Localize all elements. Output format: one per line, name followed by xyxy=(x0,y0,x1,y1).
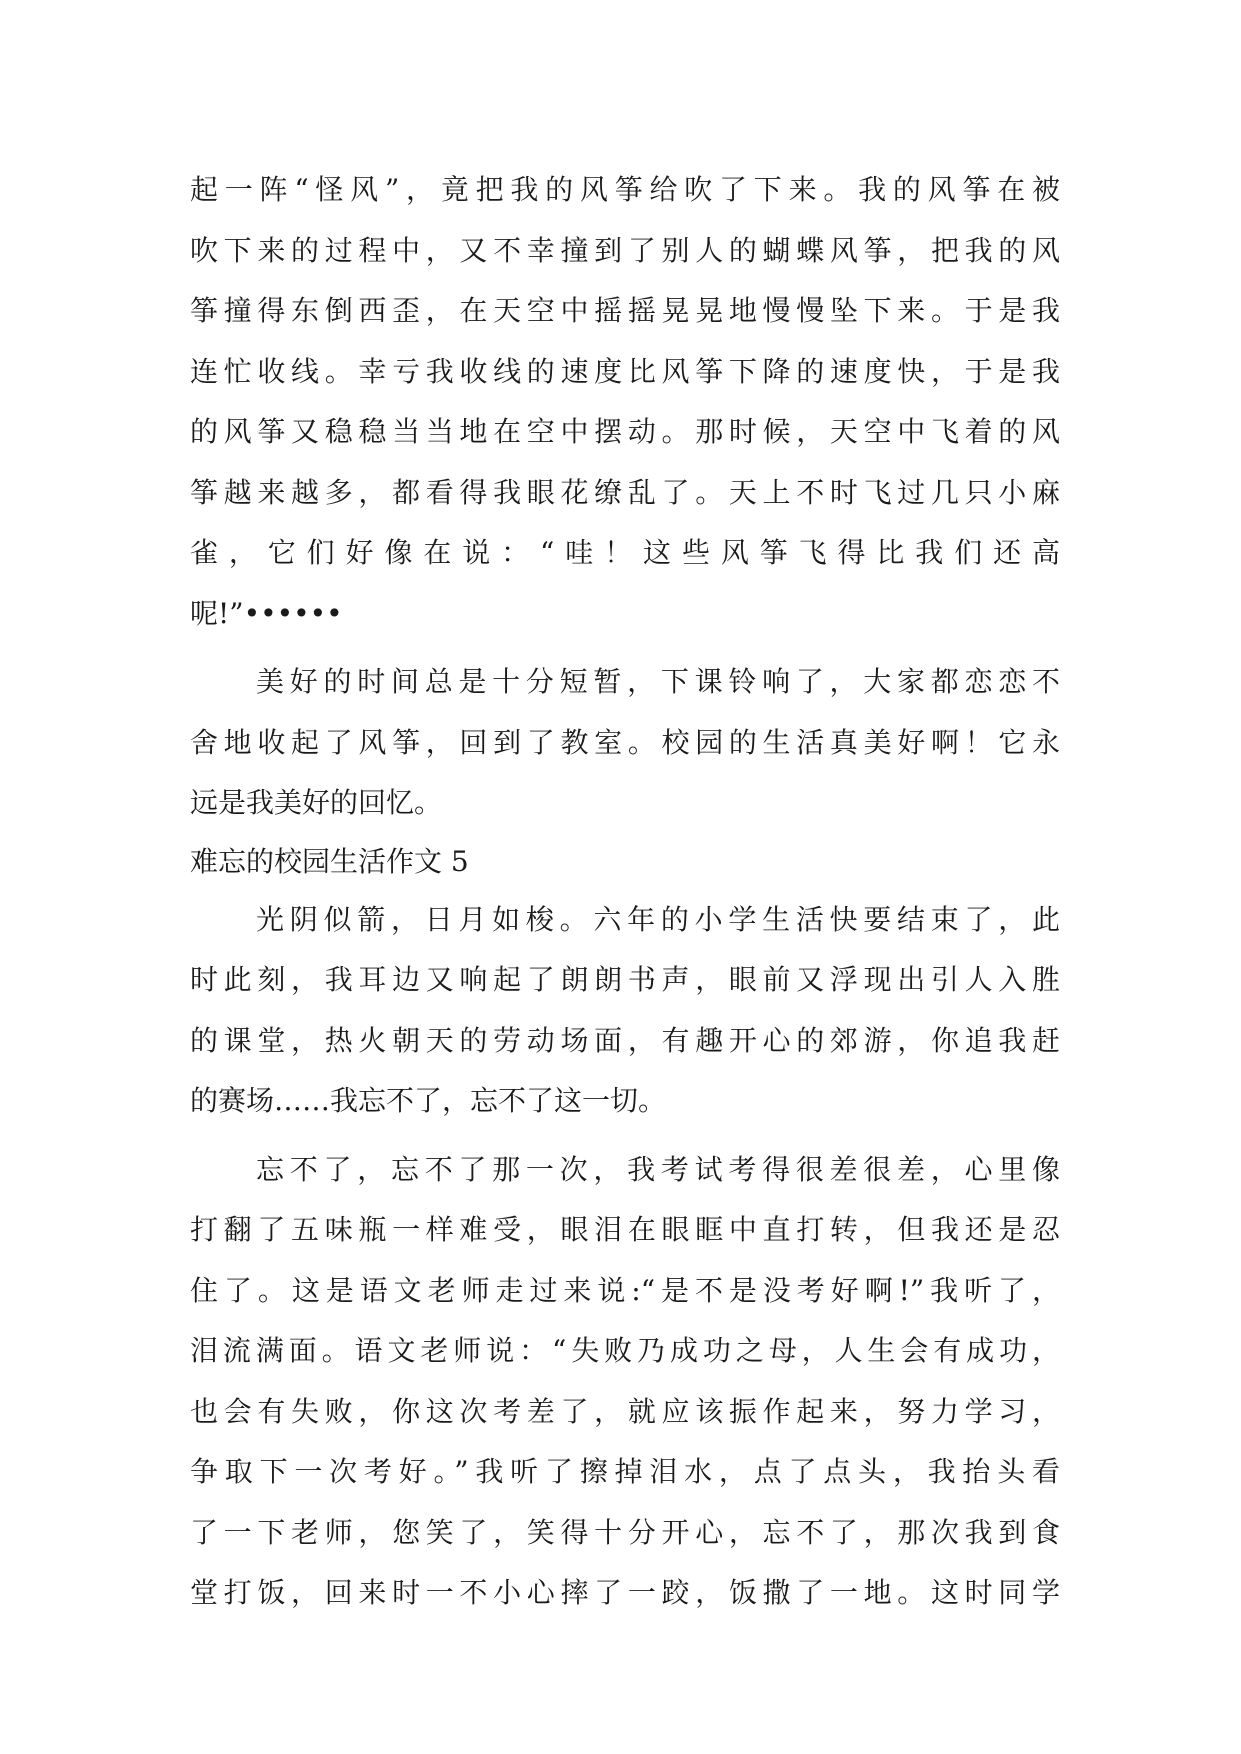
text-line: 筝越来越多，都看得我眼花缭乱了。天上不时飞过几只小麻 xyxy=(190,475,1060,509)
essay-heading: 难忘的校园生活作文 5 xyxy=(190,844,469,878)
text-line: 连忙收线。幸亏我收线的速度比风筝下降的速度快，于是我 xyxy=(190,354,1060,388)
text-line: 光阴似箭，日月如梭。六年的小学生活快要结束了，此 xyxy=(256,902,1060,936)
text-line: 舍地收起了风筝，回到了教室。校园的生活真美好啊！它永 xyxy=(190,725,1060,759)
text-line: 起一阵“怪风”，竟把我的风筝给吹了下来。我的风筝在被 xyxy=(190,173,1060,206)
text-line: 了一下老师，您笑了，笑得十分开心，忘不了，那次我到食 xyxy=(190,1515,1060,1549)
document-body xyxy=(190,160,1060,1624)
text-line: 的课堂，热火朝天的劳动场面，有趣开心的郊游，你追我赶 xyxy=(190,1023,1060,1057)
text-line: 泪流满面。语文老师说：“失败乃成功之母，人生会有成功， xyxy=(190,1334,1060,1367)
text-line: 远是我美好的回忆。 xyxy=(190,786,443,819)
text-line: 的风筝又稳稳当当地在空中摆动。那时候，天空中飞着的风 xyxy=(190,415,1060,448)
text-line: 的赛场……我忘不了，忘不了这一切。 xyxy=(190,1084,667,1117)
text-line: 美好的时间总是十分短暂，下课铃响了，大家都恋恋不 xyxy=(256,665,1060,698)
paragraph-spacer xyxy=(190,644,1060,652)
paragraph-spacer xyxy=(190,1132,1060,1140)
text-line: 雀，它们好像在说：“哇！这些风筝飞得比我们还高 xyxy=(190,536,1060,569)
text-line: 堂打饭，回来时一不小心摔了一跤，饭撒了一地。这时同学 xyxy=(190,1576,1060,1609)
text-line: 呢!”•••••• xyxy=(190,596,343,630)
text-line: 争取下一次考好。”我听了擦掉泪水，点了点头，我抬头看 xyxy=(190,1455,1060,1488)
paragraph-exam-memory xyxy=(190,1140,1060,1624)
text-line: 忘不了，忘不了那一次，我考试考得很差很差，心里像 xyxy=(256,1152,1060,1186)
text-line: 吹下来的过程中，又不幸撞到了别人的蝴蝶风筝，把我的风 xyxy=(190,233,1060,267)
text-line: 筝撞得东倒西歪，在天空中摇摇晃晃地慢慢坠下来。于是我 xyxy=(190,294,1060,327)
text-line: 住了。这是语文老师走过来说:“是不是没考好啊!”我听了， xyxy=(190,1273,1060,1307)
text-line: 打翻了五味瓶一样难受，眼泪在眼眶中直打转，但我还是忍 xyxy=(190,1213,1060,1246)
text-line: 也会有失败，你这次考差了，就应该振作起来，努力学习， xyxy=(190,1394,1060,1428)
paragraph-good-times xyxy=(190,652,1060,834)
paragraph-time-flies xyxy=(190,890,1060,1132)
paragraph-kite-story xyxy=(190,160,1060,644)
text-line: 时此刻，我耳边又响起了朗朗书声，眼前又浮现出引人入胜 xyxy=(190,963,1060,996)
